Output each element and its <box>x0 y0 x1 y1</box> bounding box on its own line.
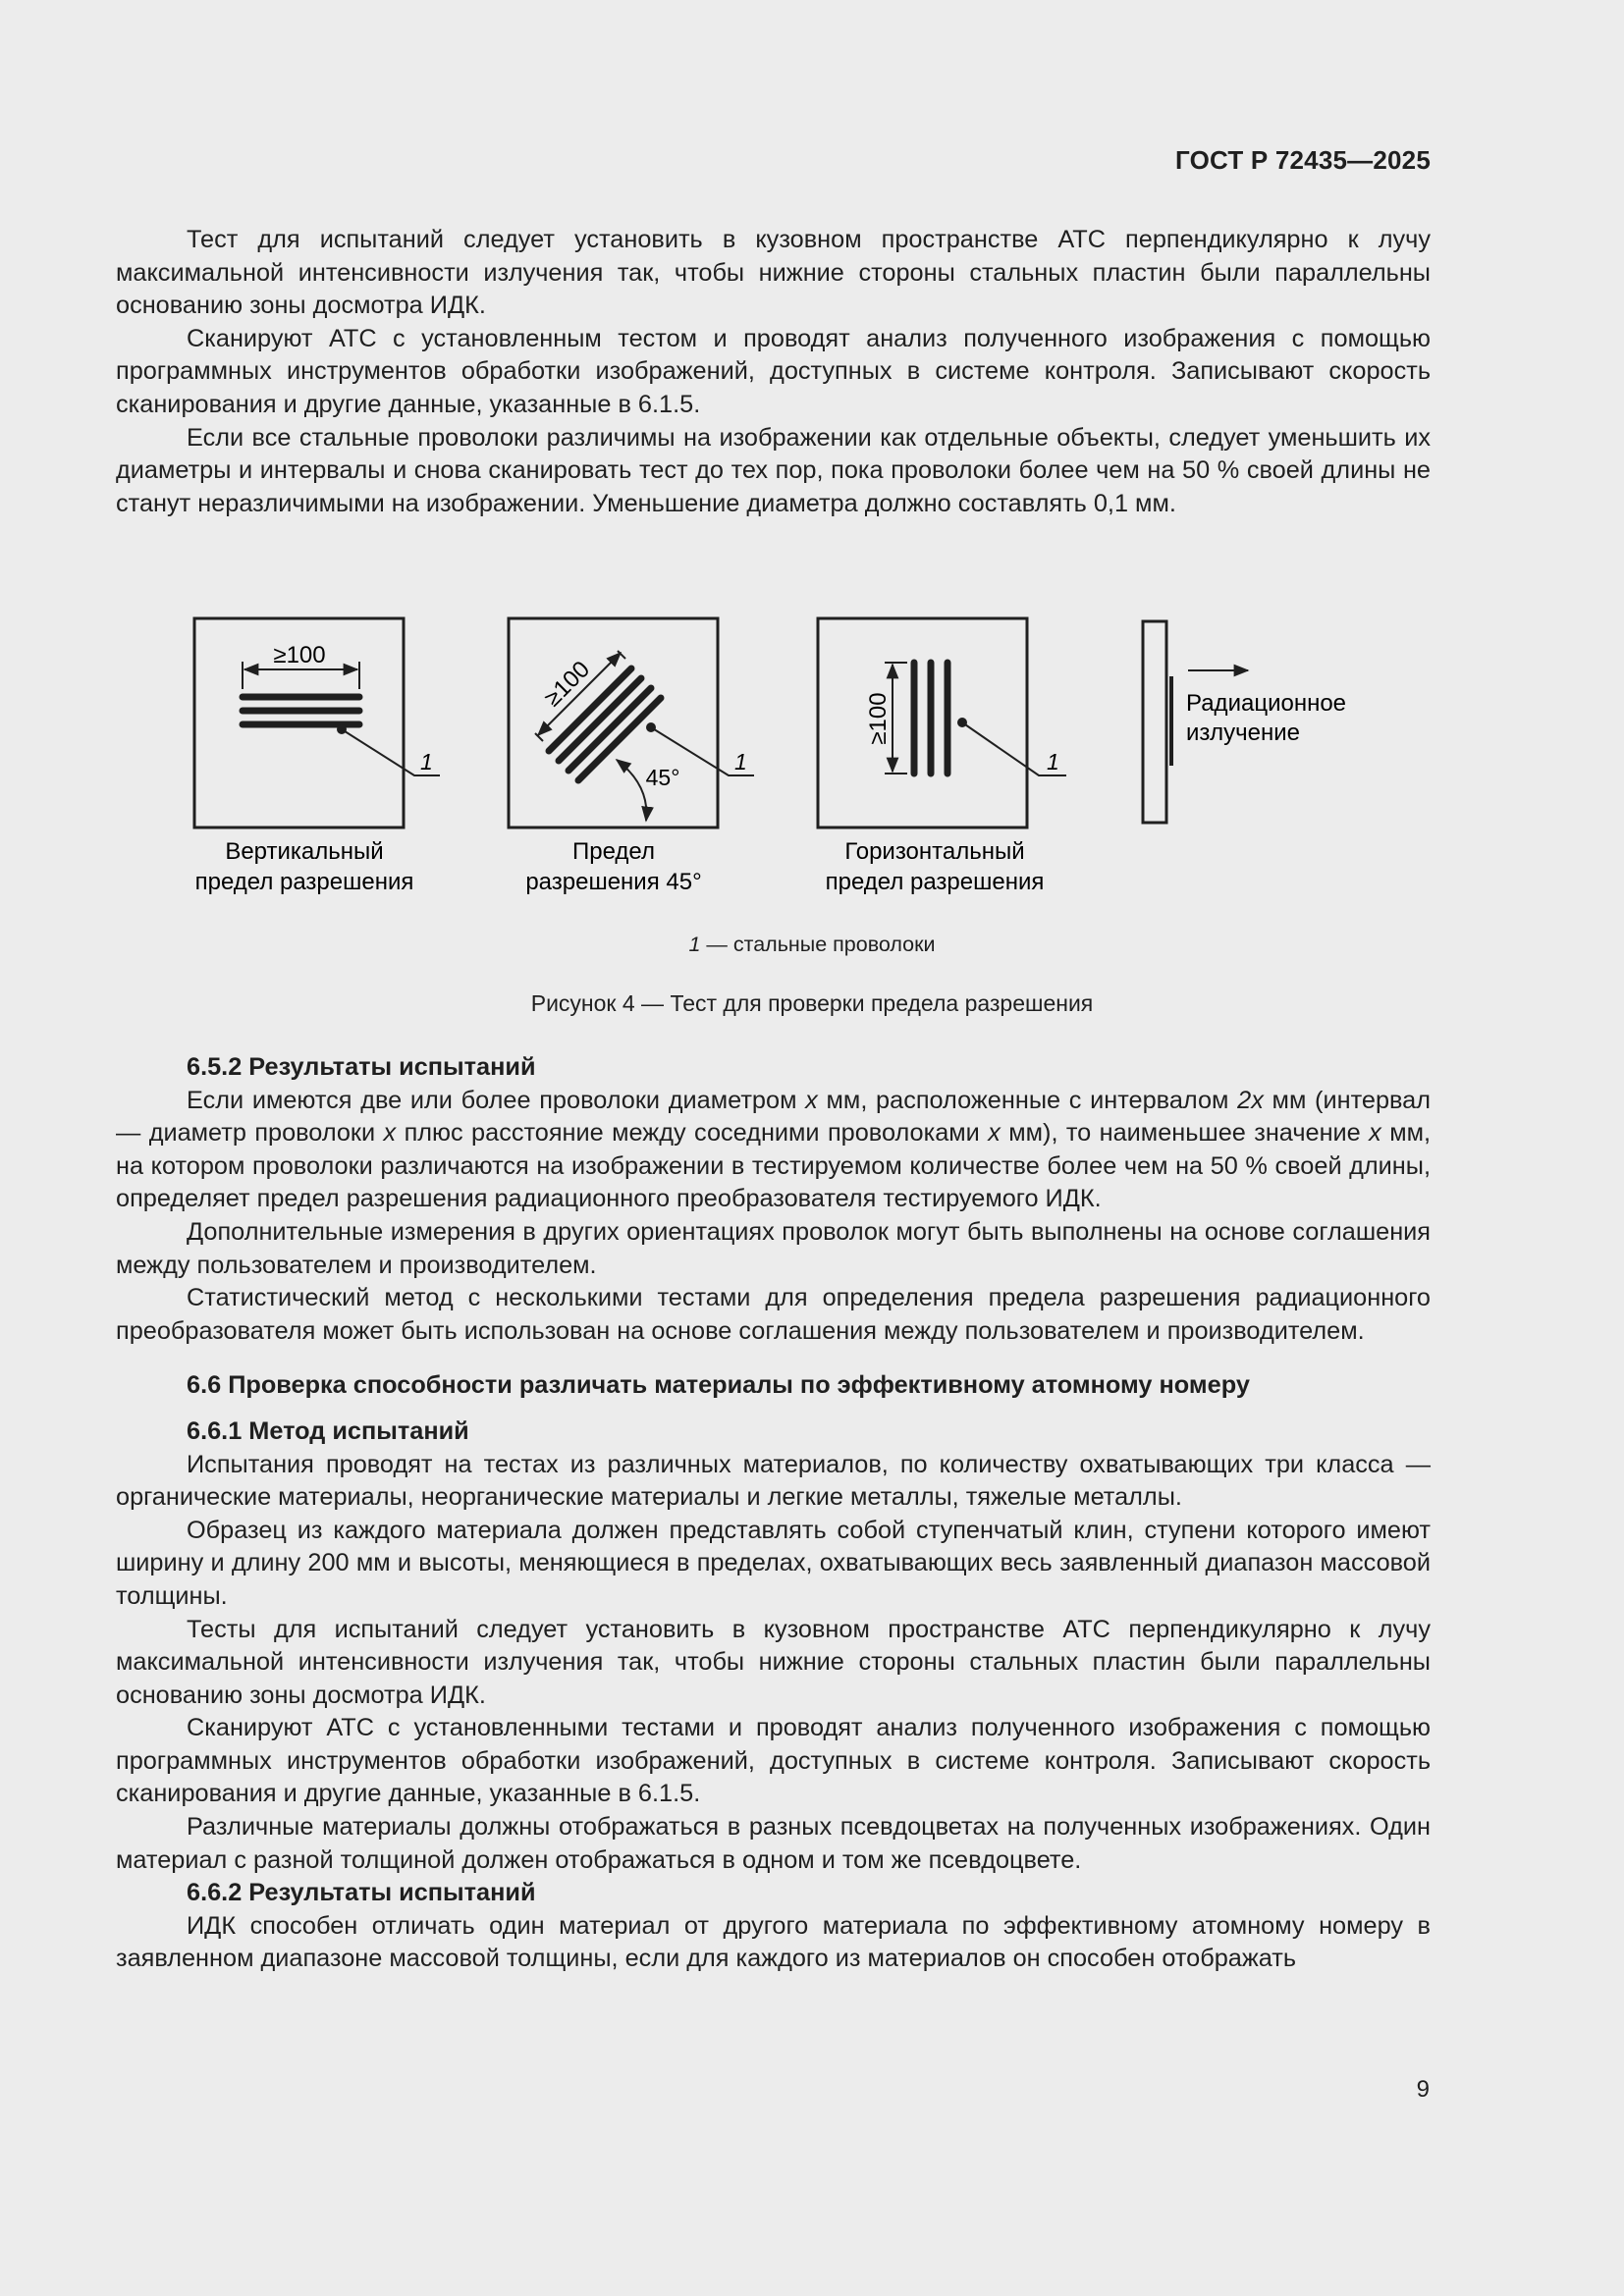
panel-vertical <box>194 618 440 895</box>
panel-45 <box>509 618 754 895</box>
section-6-5-2-paragraph-2: Дополнительные измерения в других ориентациях проволок могут быть выполнены на основе соглашения между пользователем и производителем. <box>116 1217 1431 1279</box>
intro-text <box>116 224 1431 520</box>
dimension-label: ≥100 <box>539 656 596 713</box>
figure-caption: Рисунок 4 — Тест для проверки предела разрешения <box>530 990 1094 1016</box>
section-6-6-1-paragraph-4: Сканируют АТС с установленными тестами и проводят анализ полученного изображения с помощью программных инструментов обработки изображений, доступных в системе контроля. Записывают скорость сканирования и другие данные, указанные в 6.1.5. <box>116 1714 1431 1808</box>
section-6-6-1-paragraph-5: Различные материалы должны отображаться в разных псевдоцветах на полученных изображениях. Один материал с разной толщиной должен отображаться в одном и том же псевдоцвете. <box>116 1813 1431 1874</box>
panel-caption-line-1: Предел <box>572 838 655 865</box>
section-6-5-2-paragraph-1 <box>116 1085 1431 1216</box>
text-run: плюс расстояние между соседними проволоками <box>396 1119 989 1148</box>
panel-caption-line-1: Горизонтальный <box>844 838 1025 865</box>
text-run: мм, расположенные с интервалом <box>817 1086 1238 1114</box>
panel-caption-line-2: предел разрешения <box>194 869 414 895</box>
legend-text: — стальные проволоки <box>700 933 936 956</box>
section-6-6-1-heading: 6.6.1 Метод испытаний <box>187 1416 469 1445</box>
text-run: мм), то наименьшее значение <box>1000 1119 1370 1148</box>
section-6-6-1-paragraph-2: Образец из каждого материала должен представлять собой ступенчатый клин, ступени которого имеют ширину и длину 200 мм и высоты, меняющиеся в пределах, охватывающих весь заявленный диапазон массовой толщины. <box>116 1516 1431 1610</box>
panel-caption-line-1: Вертикальный <box>225 838 384 865</box>
variable-2x: 2x <box>1237 1086 1264 1114</box>
variable-x: x <box>805 1086 818 1114</box>
section-6-6-1-paragraph-1: Испытания проводят на тестах из различных материалов, по количеству охватывающих три класса — органические материалы, неорганические материалы и легкие металлы, тяжелые металлы. <box>116 1450 1431 1512</box>
dimension-label: ≥100 <box>865 692 892 745</box>
variable-x: x <box>1369 1119 1381 1148</box>
page-number: 9 <box>1416 2076 1430 2103</box>
intro-paragraph-1: Тест для испытаний следует установить в кузовном пространстве АТС перпендикулярно к лучу максимальной интенсивности излучения так, чтобы нижние стороны стальных пластин были параллельны основанию зоны досмотра ИДК. <box>116 226 1431 320</box>
figure-legend <box>0 933 1624 957</box>
callout-number: 1 <box>420 749 433 774</box>
angle-label: 45° <box>645 765 680 790</box>
intro-paragraph-2: Сканируют АТС с установленным тестом и проводят анализ полученного изображения с помощью программных инструментов обработки изображений, доступных в системе контроля. Записывают скорость сканирования и другие данные, указанные в 6.1.5. <box>116 324 1431 418</box>
panel-horizontal-frame <box>818 618 1027 828</box>
radiation-label-line-1: Радиационное <box>1186 690 1347 717</box>
legend-number: 1 <box>688 933 701 956</box>
panel-horizontal <box>818 618 1066 895</box>
side-view-plate <box>1143 621 1166 823</box>
dimension-label: ≥100 <box>273 642 326 668</box>
section-6-5-2-heading: 6.5.2 Результаты испытаний <box>187 1053 536 1081</box>
sections-text <box>116 1051 1431 1976</box>
wire <box>568 688 651 771</box>
variable-x: x <box>383 1119 397 1148</box>
intro-paragraph-3: Если все стальные проволоки различимы на изображении как отдельные объекты, следует уменьшить их диаметры и интервалы и снова сканировать тест до тех пор, пока проволоки более чем на 50 % своей длины не станут неразличимыми на изображении. Уменьшение диаметра должно составлять 0,1 мм. <box>116 423 1431 517</box>
angle-arc <box>617 760 646 821</box>
side-view <box>1143 621 1346 823</box>
document-header: ГОСТ Р 72435—2025 <box>1175 145 1431 175</box>
text-run: мм, на котором проволоки различаются на изображении в тестируемом количестве более чем на 50 % своей длины, определяет предел разрешения радиационного преобразователя тестируемого ИДК. <box>116 1119 1432 1213</box>
text-run: мм (интервал — диаметр проволоки <box>116 1086 1431 1148</box>
radiation-label-line-2: излучение <box>1186 720 1301 746</box>
section-6-6-2-heading: 6.6.2 Результаты испытаний <box>187 1879 536 1907</box>
section-6-6-1-paragraph-3: Тесты для испытаний следует установить в кузовном пространстве АТС перпендикулярно к лучу максимальной интенсивности излучения так, чтобы нижние стороны стальных пластин были параллельны основанию зоны досмотра ИДК. <box>116 1615 1431 1709</box>
panel-caption-line-2: предел разрешения <box>825 869 1045 895</box>
section-6-6-2-paragraph-1: ИДК способен отличать один материал от другого материала по эффективному атомному номеру в заявленном диапазоне массовой толщины, если для каждого из материалов он способен отображать <box>116 1911 1431 1973</box>
variable-x: x <box>988 1119 1001 1148</box>
callout-number: 1 <box>734 749 747 774</box>
text-run: Если имеются две или более проволоки диаметром <box>187 1086 806 1114</box>
section-6-6-heading: 6.6 Проверка способности различать материалы по эффективному атомному номеру <box>187 1371 1250 1400</box>
panel-caption-line-2: разрешения 45° <box>525 869 702 895</box>
callout-number: 1 <box>1047 749 1059 774</box>
section-6-5-2-paragraph-3: Статистический метод с несколькими тестами для определения предела разрешения радиационного преобразователя может быть использован на основе соглашения между пользователем и производителем. <box>116 1284 1431 1345</box>
